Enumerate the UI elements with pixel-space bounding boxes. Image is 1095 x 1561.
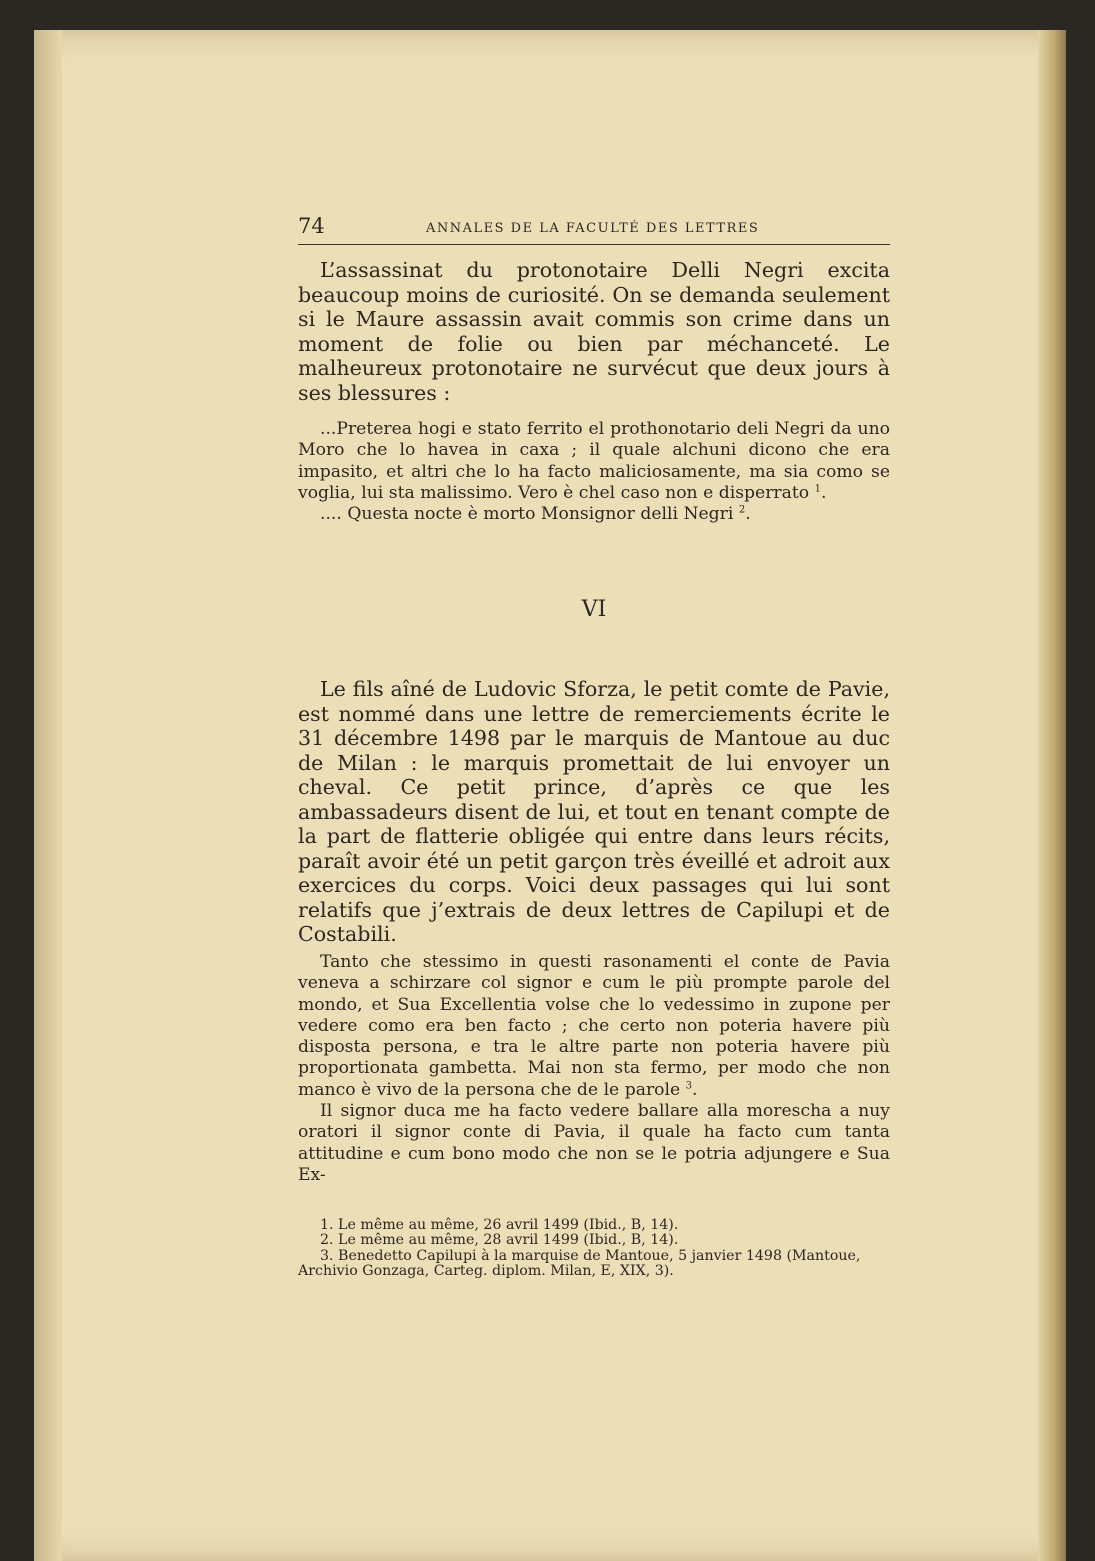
footnote-1: 1. Le même au même, 26 avril 1499 (Ibid., B, 14).: [320, 1217, 679, 1233]
running-head: ANNALES DE LA FACULTÉ DES LETTRES: [426, 221, 760, 236]
footnote-3-line-1: 3. Benedetto Capilupi à la marquise de Mantoue, 5 janvier 1498 (Mantoue,: [320, 1247, 861, 1264]
quote-1-block: [298, 419, 890, 525]
footnote-ref-1: 1: [814, 483, 821, 495]
section-heading: VI: [581, 597, 607, 622]
quote-2b: Il signor duca me ha facto vedere ballare alla moreschа a nuy oratori il signor conte di Pavia, il quale ha facto cum tanta attitudine e cum bono modo che non se le potria adjungere e Sua Ex-: [298, 1101, 890, 1185]
quote-2a-text: Tanto che stessimo in questi rasonamenti el conte de Pavia veneva a schirzare col signor e cum le più prompte parole del mondo, et Sua Excellentia volse che lo vedessimo in zupone per vedere como era ben facto ; che certo non poteria havere più disposta persona, e tra le altre parte non poteria havere più proportionata gambetta. Mai non sta fermo, per modo che non manco è vivo de la persona che de le parole: [298, 952, 890, 1100]
paragraph-1-block: [298, 258, 890, 405]
page-header: [298, 210, 890, 245]
binding-gutter: [34, 30, 62, 1561]
paragraph-1: L’assassinat du protonotaire Delli Negri excita beaucoup moins de curiosité. On se demanda seulement si le Maure assassin avait commis son crime dans un moment de folie ou bien par méchanceté. Le malheureux protonotaire ne survécut que deux jours à ses blessures :: [298, 258, 890, 405]
quote-1b: .... Questa nocte è morto Monsignor delli Negri $^2$.: [320, 504, 751, 525]
page-number: 74: [298, 214, 325, 238]
paragraph-2: Le fils aîné de Ludovic Sforza, le petit comte de Pavie, est nommé dans une lettre de remerciements écrite le 31 décembre 1498 par le marquis de Mantoue au duc de Milan : le marquis promettait de lui envoyer un cheval. Ce petit prince, d’après ce que les ambassadeurs disent de lui, et tout en tenant compte de la part de flatterie obligée qui entre dans leurs récits, paraît avoir été un petit garçon très éveillé et adroit aux exercices du corps. Voici deux passages qui lui sont relatifs que j’extrais de deux lettres de Capilupi et de Costabili.: [298, 677, 890, 946]
footnote-3-line-2: Archivio Gonzaga, Carteg. diplom. Milan, E, XIX, 3).: [298, 1262, 674, 1279]
footnote-ref-3: 3: [685, 1080, 693, 1092]
quote-1b-text: .... Questa nocte è morto Monsignor delli Negri: [320, 504, 734, 525]
page-edge: [1038, 30, 1066, 1561]
footnotes: [298, 1218, 890, 1279]
quote-1a: ...Preterea hogi e stato ferrito el prothonotario deli Negri da uno Moro che lo havea in caxa ; il quale alchuni dicono che era impasito, et altri che lo ha facto maliciosamente, ma sia como se voglia, lui sta malissimo. Vero è chel caso non e disperrato $^1$.: [298, 419, 890, 503]
quote-2-block: [298, 952, 890, 1186]
quote-2a: Tanto che stessimo in questi rasonamenti el conte de Pavia veneva a schirzare col signor e cum le più prompte parole del mondo, et Sua Excellentia volse che lo vedessimo in zupone per vedere como era ben facto ; che certo non poteria havere più disposta persona, e tra le altre parte non poteria havere più proportionata gambetta. Mai non sta fermo, per modo che non manco è vivo de la persona che de le parole $^3$.: [298, 952, 890, 1100]
quote-1a-text: ...Preterea hogi e stato ferrito el prothonotario deli Negri da uno Moro che lo havea in caxa ; il quale alchuni dicono che era impasito, et altri che lo ha facto maliciosamente, ma sia como se voglia, lui sta malissimo. Vero è chel caso non e disperrato: [298, 419, 890, 503]
footnote-ref-2: 2: [738, 504, 746, 516]
footnote-2: 2. Le même au même, 28 avril 1499 (Ibid., B, 14).: [320, 1232, 679, 1249]
paragraph-2-block: [298, 677, 890, 947]
